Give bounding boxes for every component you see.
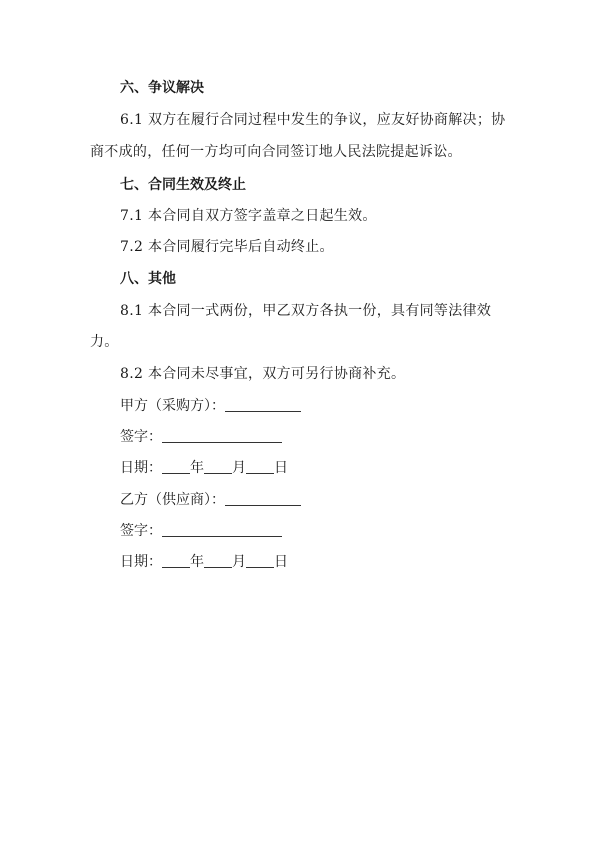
section-heading-effect-termination: 七、合同生效及终止: [120, 177, 246, 193]
year-blank[interactable]: [162, 459, 190, 474]
clause-8-1-line-1: [120, 301, 491, 321]
party-a-label: 甲方（采购方）：: [120, 398, 225, 414]
year-blank[interactable]: [162, 553, 190, 568]
clause-number: 8.2: [120, 366, 144, 382]
month-label: 月: [232, 460, 246, 476]
clause-7-2: [120, 237, 334, 257]
month-blank[interactable]: [204, 459, 232, 474]
day-label: 日: [274, 554, 288, 570]
party-b-name-blank[interactable]: [225, 491, 301, 506]
clause-6-1-line-1: [120, 110, 505, 130]
year-label: 年: [190, 460, 204, 476]
day-blank[interactable]: [246, 553, 274, 568]
sign-label: 签字：: [120, 523, 162, 539]
clause-text: 双方在履行合同过程中发生的争议，应友好协商解决；协: [147, 112, 506, 128]
clause-7-1: [120, 206, 377, 226]
clause-text: 本合同履行完毕后自动终止。: [147, 239, 334, 255]
clause-8-1-line-2: 力。: [90, 334, 119, 350]
party-a-signature-blank[interactable]: [162, 428, 282, 443]
party-a-sign-row: [120, 427, 282, 447]
clause-text: 本合同未尽事宜，双方可另行协商补充。: [147, 366, 406, 382]
sign-label: 签字：: [120, 429, 162, 445]
party-b-label: 乙方（供应商）：: [120, 492, 225, 508]
party-b-sign-row: [120, 521, 282, 541]
clause-number: 7.1: [120, 208, 144, 224]
clause-text: 本合同一式两份，甲乙双方各执一份，具有同等法律效: [147, 303, 492, 319]
month-blank[interactable]: [204, 553, 232, 568]
date-label: 日期：: [120, 460, 162, 476]
section-heading-other: 八、其他: [120, 271, 176, 287]
date-label: 日期：: [120, 554, 162, 570]
party-b-signature-blank[interactable]: [162, 522, 282, 537]
party-b-row: [120, 490, 301, 510]
clause-number: 8.1: [120, 303, 144, 319]
clause-6-1-line-2: 商不成的，任何一方均可向合同签订地人民法院提起诉讼。: [90, 144, 462, 160]
party-a-name-blank[interactable]: [225, 397, 301, 412]
party-a-row: [120, 396, 301, 416]
clause-number: 7.2: [120, 239, 144, 255]
clause-number: 6.1: [120, 112, 144, 128]
day-blank[interactable]: [246, 459, 274, 474]
clause-8-2: [120, 364, 405, 384]
day-label: 日: [274, 460, 288, 476]
clause-text: 本合同自双方签字盖章之日起生效。: [147, 208, 377, 224]
party-b-date-row: [120, 552, 288, 572]
month-label: 月: [232, 554, 246, 570]
section-heading-dispute: 六、争议解决: [120, 80, 204, 96]
party-a-date-row: [120, 458, 288, 478]
year-label: 年: [190, 554, 204, 570]
